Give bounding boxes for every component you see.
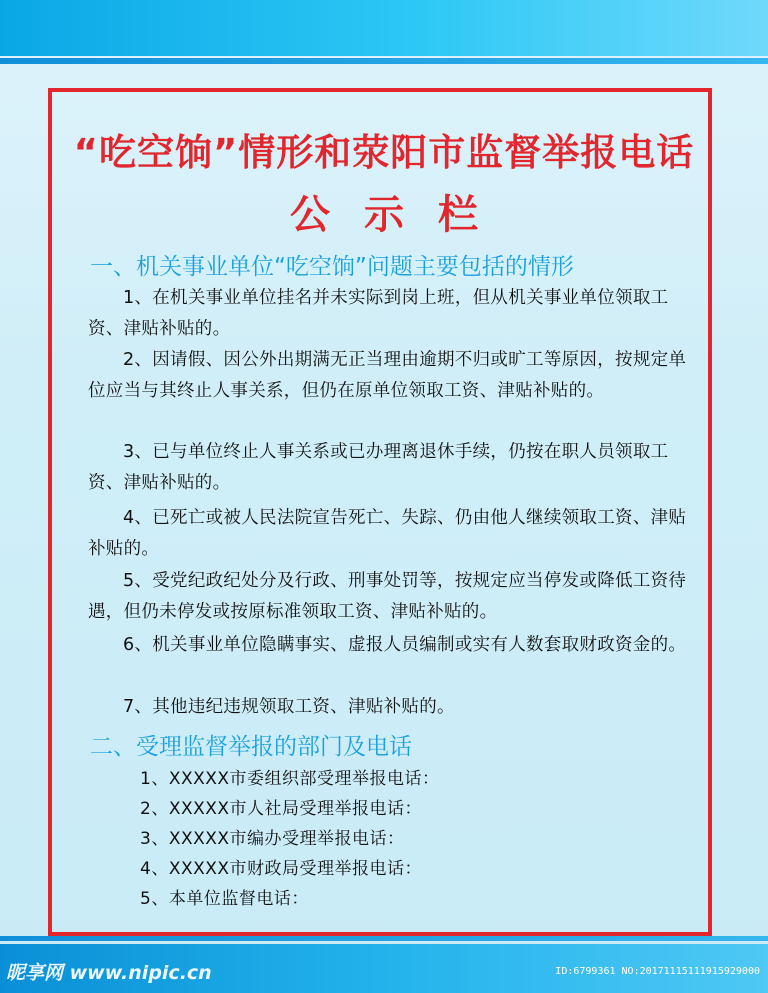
contact-line-5: 5、本单位监督电话： [140, 889, 309, 909]
top-decorative-band [0, 0, 768, 56]
section1-item-3: 3、已与单位终止人事关系或已办理离退休手续，仍按在职人员领取工资、津贴补贴的。 [88, 442, 669, 493]
section2-heading: 二、受理监督举报的部门及电话 [90, 734, 412, 760]
section1-item-5: 5、受党纪政纪处分及行政、刑事处罚等，按规定应当停发或降低工资待遇，但仍未停发或按原标准领取工资、津贴补贴的。 [88, 571, 687, 622]
section1-item-6: 6、机关事业单位隐瞒事实、虚报人员编制或实有人数套取财政资金的。 [123, 635, 687, 655]
bottom-divider-line [0, 936, 768, 941]
image-id-watermark: ID:6799361 NO:20171115111915929000 [555, 966, 760, 977]
section1-item-4: 4、已死亡或被人民法院宣告死亡、失踪、仍由他人继续领取工资、津贴补贴的。 [88, 508, 687, 559]
section1-heading: 一、机关事业单位“吃空饷”问题主要包括的情形 [90, 254, 574, 280]
section1-item-1: 1、在机关事业单位挂名并未实际到岗上班，但从机关事业单位领取工资、津贴补贴的。 [88, 288, 669, 339]
top-divider-line [0, 58, 768, 64]
contact-line-3: 3、XXXXX市编办受理举报电话： [140, 829, 405, 849]
contact-line-4: 4、XXXXX市财政局受理举报电话： [140, 859, 423, 879]
board-subtitle: 公示栏 [290, 192, 512, 238]
contact-line-1: 1、XXXXX市委组织部受理举报电话： [140, 769, 440, 789]
contact-line-2: 2、XXXXX市人社局受理举报电话： [140, 799, 423, 819]
section1-item-2: 2、因请假、因公外出期满无正当理由逾期不归或旷工等原因，按规定单位应当与其终止人事关系，但仍在原单位领取工资、津贴补贴的。 [88, 350, 687, 401]
site-watermark: 昵享网 www.nipic.cn [6, 962, 212, 984]
board-title: “吃空饷”情形和荥阳市监督举报电话 [73, 131, 695, 174]
section1-item-7: 7、其他违纪违规领取工资、津贴补贴的。 [123, 697, 455, 717]
